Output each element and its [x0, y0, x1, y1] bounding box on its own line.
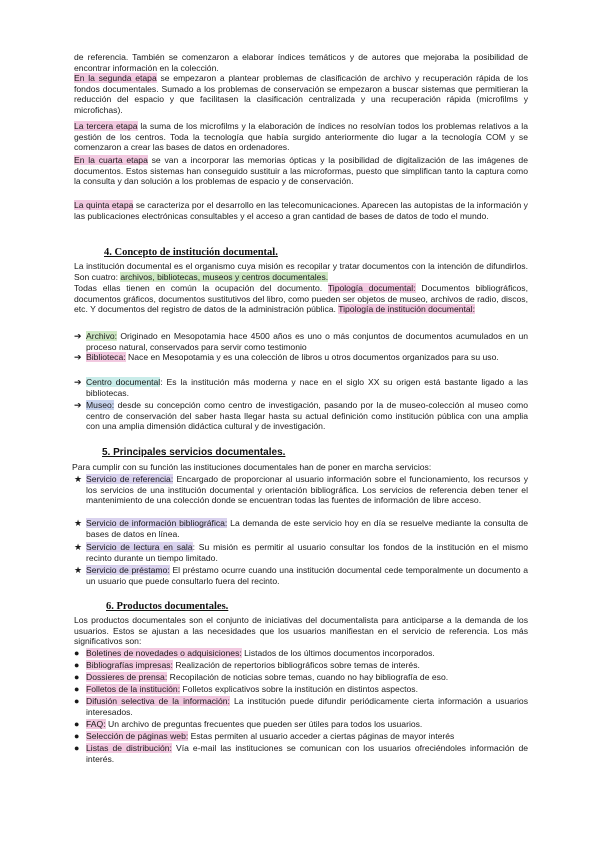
- etapa-2-label: En la segunda etapa: [74, 73, 157, 83]
- arrow-icon: ➔: [74, 331, 82, 341]
- institution-types-highlight: archivos, bibliotecas, museos y centros documentales.: [120, 271, 329, 282]
- paginas-web-label: Selección de páginas web:: [86, 731, 189, 741]
- section-4-paragraph-2: [74, 283, 528, 315]
- biblioteca-label: Biblioteca:: [86, 352, 126, 362]
- tipologia-institucion-label: Tipología de institución documental:: [338, 304, 475, 315]
- tipologia-documental-label: Tipología documental:: [327, 283, 416, 293]
- list-item-archivo: [74, 331, 528, 352]
- section-4-text-1: La institución documental es el organismo cuya misión es recopilar y tratar documentos con la intención de difundirlos. Son cuatro:: [74, 261, 528, 282]
- star-icon: ★: [74, 518, 83, 528]
- section-4-number: 4.: [104, 247, 115, 258]
- list-item-biblioteca: [74, 352, 528, 363]
- etapa-5-text: se caracteriza por el desarrollo en las telecomunicaciones. Aparecen las autopistas de la información y las publicaciones electrónicas consultables y el acceso a gran cantidad de bases de datos de todo el mundo.: [74, 200, 528, 221]
- bullet-icon: ●: [74, 684, 80, 694]
- difusion-label: Difusión selectiva de la información:: [86, 696, 230, 706]
- bullet-icon: ●: [74, 648, 80, 658]
- list-item-difusion: [74, 696, 528, 717]
- dossieres-label: Dossieres de prensa:: [86, 672, 168, 682]
- list-item-dossieres: [74, 672, 528, 683]
- section-5-title: 5. Principales servicios documentales.: [102, 447, 286, 458]
- section-6-intro: [74, 615, 528, 647]
- difusion-text: La institución puede difundir periódicamente cierta información a usuarios interesados.: [86, 696, 528, 717]
- etapa-4-label: En la cuarta etapa: [74, 155, 148, 165]
- list-item-servicio-referencia: [74, 474, 528, 506]
- etapa-4-text: se van a incorporar las memorias ópticas y la posibilidad de digitalización de las imágenes de documentos. Estos sistemas han conseguido sustituir a las microformas, puesto que simplifican tanto la captura como la consulta y dan solución a los problemas de espacio y de conservación.: [74, 155, 528, 187]
- section-5-intro: [72, 462, 526, 473]
- list-item-informacion-bibliografica: [74, 518, 528, 539]
- bullet-icon: ●: [74, 672, 80, 682]
- list-item-centro-documental: [74, 377, 528, 398]
- etapa-3-label: La tercera etapa: [74, 121, 138, 131]
- intro-paragraph: [74, 52, 528, 73]
- intro-text: de referencia. También se comenzaron a elaborar índices temáticos y de autores que mejoraba la posibilidad de encontrar información en la colección.: [74, 52, 528, 73]
- listas-distribucion-label: Listas de distribución:: [86, 743, 172, 753]
- bullet-icon: ●: [74, 719, 80, 729]
- bibliografias-label: Bibliografías impresas:: [86, 660, 173, 670]
- museo-text: desde su concepción como centro de investigación, pasando por la de museo-colección al museo como centro de conservación del saber hasta llegar hasta su actual definición como institución pública con una amplia con una amplia dimensión didáctica cultural y de investigación.: [86, 400, 528, 432]
- etapa-4-paragraph: [74, 155, 528, 187]
- etapa-5-paragraph: [74, 200, 528, 221]
- etapa-5-label: La quinta etapa: [74, 200, 134, 210]
- star-icon: ★: [74, 542, 83, 552]
- section-4-paragraph-1: [74, 261, 528, 282]
- museo-label: Museo:: [86, 400, 115, 410]
- faq-text: Un archivo de preguntas frecuentes que pueden ser útiles para todos los usuarios.: [105, 719, 423, 729]
- list-item-faq: [74, 719, 528, 730]
- list-item-prestamo: [74, 565, 528, 586]
- lectura-sala-label: Servicio de lectura en sala: [86, 542, 193, 552]
- etapa-2-text: se empezaron a plantear problemas de clasificación de archivo y recuperación rápida de los fondos documentales. Sumado a los problemas de conservación se empezaron a buscar sistemas que permitieran la reducción del espacio y que facilitasen la clasificación centralizada y una recuperación rápida (microfilms y microfichas).: [74, 73, 528, 115]
- faq-label: FAQ:: [86, 719, 106, 729]
- dossieres-text: Recopilación de noticias sobre temas, cuando no hay bibliografía de eso.: [167, 672, 449, 682]
- bullet-icon: ●: [74, 743, 80, 753]
- centro-documental-label: Centro documental: [86, 377, 161, 387]
- star-icon: ★: [74, 565, 83, 575]
- archivo-text: Originado en Mesopotamia hace 4500 años es uno o más conjuntos de documentos acumulados en un proceso natural, conservados para servir como testimonio: [86, 331, 528, 352]
- etapa-3-text: la suma de los microfilms y la elaboración de índices no resolvían todos los problemas relativos a la gestión de los centros. Toda la tecnología que había surgido anteriormente dio lugar a la tecnología COM y se comenzaron a crear las bases de datos en ordenadores.: [74, 121, 528, 153]
- prestamo-label: Servicio de préstamo:: [86, 565, 170, 575]
- star-icon: ★: [74, 474, 83, 484]
- section-4-title: Concepto de institución documental.: [114, 247, 278, 258]
- folletos-label: Folletos de la institución:: [86, 684, 181, 694]
- section-4-heading: [104, 247, 278, 258]
- list-item-lectura-sala: [74, 542, 528, 563]
- arrow-icon: ➔: [74, 377, 82, 387]
- bullet-icon: ●: [74, 731, 80, 741]
- list-item-boletines: [74, 648, 528, 659]
- bullet-icon: ●: [74, 696, 80, 706]
- list-item-folletos: [74, 684, 528, 695]
- etapa-3-paragraph: [74, 121, 528, 153]
- boletines-text: Listados de los últimos documentos incorporados.: [241, 648, 435, 658]
- biblioteca-text: Nace en Mesopotamia y es una colección de libros u otros documentos organizados para su uso.: [125, 352, 499, 362]
- arrow-icon: ➔: [74, 352, 82, 362]
- servicio-referencia-label: Servicio de referencia:: [86, 474, 174, 484]
- folletos-text: Folletos explicativos sobre la institución en distintos aspectos.: [180, 684, 418, 694]
- section-4-text-2: Todas ellas tienen en común la ocupación del documento.: [74, 283, 328, 293]
- list-item-listas-distribucion: [74, 743, 528, 764]
- informacion-bibliografica-text: La demanda de este servicio hoy en día se resuelve mediante la consulta de bases de datos en línea.: [86, 518, 528, 539]
- bullet-icon: ●: [74, 660, 80, 670]
- list-item-paginas-web: [74, 731, 528, 742]
- list-item-bibliografias: [74, 660, 528, 671]
- prestamo-text: El préstamo ocurre cuando una institución documental cede temporalmente un documento a un usuario que puede consultarlo fuera del recinto.: [86, 565, 529, 586]
- listas-distribucion-text: Vía e-mail las instituciones se comunican con los usuarios ofreciéndoles información de interés.: [86, 743, 528, 764]
- section-6-intro-text: Los productos documentales son el conjunto de iniciativas del documentalista para anticiparse a la demanda de los usuarios. Estos se ajustan a las necesidades que los usuarios manifiestan en el servicio de referencia. Los más significativos son:: [74, 615, 528, 647]
- section-6-title: 6. Productos documentales.: [106, 601, 229, 612]
- paginas-web-text: Estas permiten al usuario acceder a ciertas páginas de mayor interés: [188, 731, 455, 741]
- lectura-sala-text: : Su misión es permitir al usuario consultar los fondos de la institución en el mismo recinto durante un tiempo limitado.: [86, 542, 528, 563]
- section-4-text-3: Documentos bibliográficos, documentos gráficos, documentos sustitutivos del libro, como pueden ser objetos de museo, archivos de radio, discos, etc. Y documentos del registro de datos de la administración pública.: [74, 283, 528, 315]
- centro-documental-text: : Es la institución más moderna y nace en el siglo XX su origen está bastante ligado a las bibliotecas.: [86, 377, 528, 398]
- section-5-intro-text: Para cumplir con su función las instituciones documentales han de poner en marcha servicios:: [72, 462, 432, 472]
- boletines-label: Boletines de novedades o adquisiciones:: [86, 648, 242, 658]
- servicio-referencia-text: Encargado de proporcionar al usuario información sobre el funcionamiento, los recursos y los servicios de una institución documental y orientación bibliográfica. Los servicios de referencia deben tener el mantenimiento de una colección donde se encuentran todas las fuentes de información de libre acceso.: [86, 474, 528, 506]
- informacion-bibliografica-label: Servicio de información bibliográfica:: [86, 518, 228, 528]
- list-item-museo: [74, 400, 528, 432]
- etapa-2-paragraph: [74, 73, 528, 115]
- archivo-label: Archivo:: [86, 331, 118, 341]
- bibliografias-text: Realización de repertorios bibliográficos sobre temas de interés.: [172, 660, 420, 670]
- arrow-icon: ➔: [74, 400, 82, 410]
